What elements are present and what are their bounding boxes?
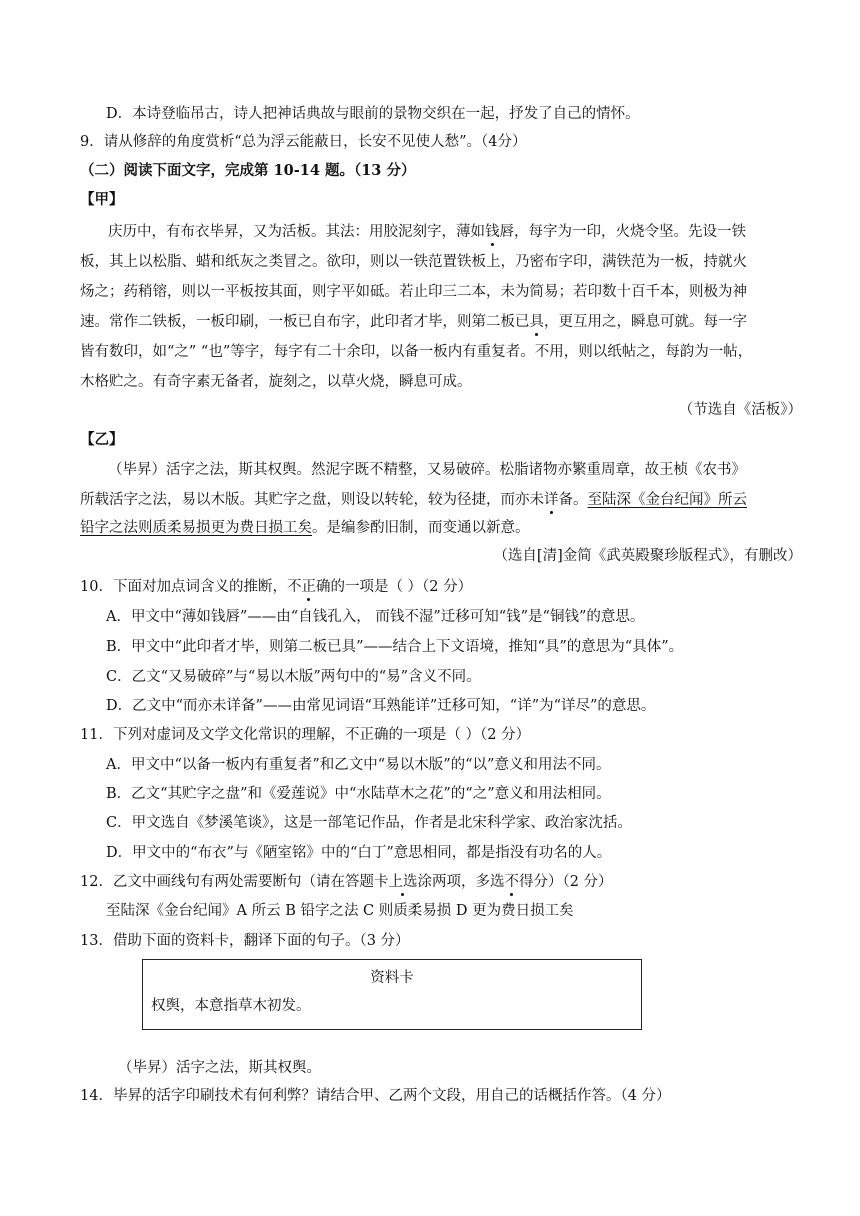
underlined-sentence: 铅字之法则质柔易损更为费日损工矣 <box>80 520 312 536</box>
yi-line-1: （毕昇）活字之法，斯其权舆。然泥字既不精整，又易破碎。松脂诸物亦繁重周章，故王桢《农书》 <box>108 462 746 478</box>
question-12 <box>80 872 613 892</box>
q11-option-b: B．乙文“其贮字之盘”和《爱莲说》中“水陆草木之花”的“之”意义和用法相同。 <box>106 786 611 802</box>
dotted-char-qian: 钱 <box>485 224 500 240</box>
reference-card <box>142 959 642 1030</box>
underlined-sentence: 至陆深《金台纪闻》所云 <box>587 492 747 508</box>
q10-option-d: D．乙文中“而亦未详备”——由常见词语“耳熟能详”迁移可知，“详”为“详尽”的意思。 <box>106 698 656 714</box>
jia-text: ，更互用之，瞬息可就。每一字 <box>544 314 747 330</box>
yi-line-3 <box>80 518 530 538</box>
jia-source: （节选自《活板》） <box>678 402 802 418</box>
question-11: 11．下列对虚词及文学文化常识的理解，不正确的一项是（ ）（2 分） <box>80 727 531 743</box>
yi-line-2 <box>80 490 747 510</box>
jia-line-2: 板，其上以松脂、蜡和纸灰之类冒之。欲印，则以一铁范置铁板上，乃密布字印，满铁范为一板，持就火 <box>80 254 747 270</box>
q12-sentence: 至陆深《金台纪闻》A 所云 B 铅字之法 C 则质柔易损 D 更为费日损工矣 <box>106 903 574 919</box>
dotted-instruction: 多选不得分 <box>475 874 548 890</box>
jia-text: 唇，每字为一印，火烧令坚。先设一铁 <box>499 224 746 240</box>
section-heading: （二）阅读下面文字，完成第 10-14 题。（13 分） <box>80 162 416 179</box>
q10-option-a: A．甲文中“薄如钱唇”——由“自钱孔入， 而钱不湿”迁移可知“钱”是“铜钱”的意思。 <box>106 609 645 625</box>
yi-source: （选自[清]金简《武英殿聚珍版程式》，有删改） <box>493 548 802 564</box>
passage-yi-label: 【乙】 <box>80 431 124 448</box>
card-title: 资料卡 <box>370 970 414 986</box>
passage-jia-label: 【甲】 <box>80 191 124 208</box>
question-13: 13．借助下面的资料卡，翻译下面的句子。（3 分） <box>80 933 410 949</box>
dotted-instruction: 答题卡上选涂两项 <box>344 874 461 890</box>
dotted-char-ju: 具 <box>529 314 544 330</box>
q11-option-d: D．甲文中的“布衣”与《陋室铭》中的“白丁”意思相同，都是指没有功名的人。 <box>106 845 612 861</box>
q12-stem: 12．乙文中画线句有两处需要断句（请在 <box>80 874 345 890</box>
q13-sentence: （毕昇）活字之法，斯其权舆。 <box>118 1060 321 1076</box>
jia-line-1 <box>108 222 746 242</box>
jia-line-5: 皆有数印，如“之” “也”等字，每字有二十余印，以备一板内有重复者。不用，则以纸帖之，每韵为一帖， <box>80 344 753 360</box>
q8-option-d: D．本诗登临吊古，诗人把神话典故与眼前的景物交织在一起，抒发了自己的情怀。 <box>106 106 640 122</box>
question-14: 14．毕昇的活字印刷技术有何利弊？请结合甲、乙两个文段，用自己的话概括作答。（4 分） <box>80 1088 671 1104</box>
jia-line-6: 木格贮之。有奇字素无备者，旋刻之，以草火烧，瞬息可成。 <box>80 374 472 390</box>
q10-stem: 的一项是（ ）（2 分） <box>330 579 473 595</box>
q12-stem: ， <box>460 874 476 890</box>
jia-line-4 <box>80 312 747 332</box>
question-9: 9．请从修辞的角度赏析“总为浮云能蔽日，长安不见使人愁”。（4分） <box>80 134 527 150</box>
q12-stem: ）（2 分） <box>547 874 613 890</box>
jia-text: 庆历中，有布衣毕昇，又为活板。其法：用胶泥刻字，薄如 <box>108 224 485 240</box>
q10-option-c: C．乙文“又易破碎”与“易以木版”两句中的“易”含义不同。 <box>106 669 481 685</box>
q10-option-b: B．甲文中“此印者才毕，则第二板已具”——结合上下文语境，推知“具”的意思为“具体”。 <box>106 639 684 655</box>
q10-stem: 10．下面对加点词含义的推断， <box>80 579 287 595</box>
yi-text: 备。 <box>558 492 588 508</box>
card-body: 权舆，本意指草木初发。 <box>151 998 311 1014</box>
dotted-not-correct: 不正确 <box>286 579 331 595</box>
yi-text: 所载活字之法，易以木版。其贮字之盘，则设以转轮，较为径捷，而亦未 <box>80 492 544 508</box>
yi-text: 。是编参酌旧制，而变通以新意。 <box>312 520 530 536</box>
dotted-char-xiang: 详 <box>544 492 559 508</box>
jia-line-3: 炀之；药稍镕，则以一平板按其面，则字平如砥。若止印三二本，未为简易；若印数十百千本，则极为神 <box>80 284 747 300</box>
q11-option-c: C．甲文选自《梦溪笔谈》，这是一部笔记作品，作者是北宋科学家、政治家沈括。 <box>106 815 632 831</box>
jia-text: 速。常作二铁板，一板印刷，一板已自布字，此印者才毕，则第二板已 <box>80 314 530 330</box>
q11-option-a: A．甲文中“以备一板内有重复者”和乙文中“易以木版”的“以”意义和用法不同。 <box>106 757 611 773</box>
question-10 <box>80 577 472 597</box>
